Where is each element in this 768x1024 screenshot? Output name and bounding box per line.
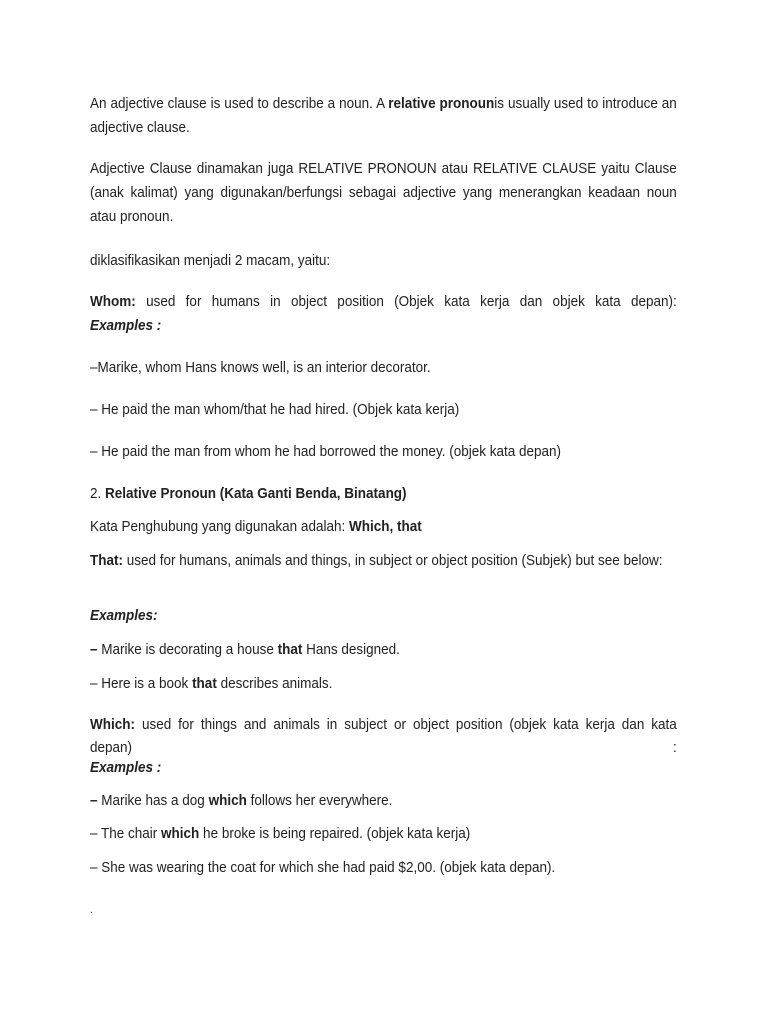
- whom-examples-label: Examples :: [90, 317, 162, 334]
- which-example-2: [90, 822, 677, 846]
- intro-text-2: is usually used to introduce an adjective clause.: [90, 95, 677, 136]
- whom-example-2-text: – He paid the man whom/that he had hired. (Objek kata kerja): [90, 401, 460, 418]
- whom-example-3-text: – He paid the man from whom he had borrowed the money. (objek kata depan): [90, 443, 562, 460]
- that-example-1-pre: Marike is decorating a house: [97, 641, 278, 658]
- which-example-1-bold: which: [208, 792, 247, 809]
- that-example-2-post: describes animals.: [216, 675, 333, 692]
- which-example-1-dash: –: [90, 792, 98, 809]
- that-example-2: [90, 672, 677, 696]
- that-example-2-bold: that: [192, 675, 217, 692]
- which-description-1: used for things and animals in subject or object position (objek kata kerja dan kata: [135, 716, 677, 733]
- which-colon: :: [673, 739, 677, 756]
- which-example-3: [90, 856, 677, 880]
- that-definition: [90, 549, 677, 573]
- which-definition-line-1: [90, 713, 677, 737]
- whom-example-2: [90, 398, 677, 422]
- which-example-2-pre: – The chair: [90, 825, 162, 842]
- intro-text-1: An adjective clause is used to describe a noun. A: [90, 95, 389, 112]
- that-examples-label: Examples:: [90, 607, 158, 624]
- that-example-1-post: Hans designed.: [302, 641, 400, 658]
- definition-text: Adjective Clause dinamakan juga RELATIVE PRONOUN atau RELATIVE CLAUSE yaitu Clause (anak kalimat) yang digunakan/berfungsi sebagai adjective yang menerangkan keadaan noun atau pronoun.: [90, 160, 677, 225]
- connector-text: Kata Penghubung yang digunakan adalah:: [90, 518, 349, 535]
- which-examples-label: Examples :: [90, 759, 162, 776]
- which-example-3-pre: – She was wearing the coat for which she had paid $2,00. (objek kata depan).: [90, 859, 556, 876]
- connector-bold: Which, that: [348, 518, 422, 535]
- definition-paragraph: [90, 157, 677, 229]
- which-example-1: [90, 789, 677, 813]
- which-example-2-bold: which: [161, 825, 200, 842]
- that-example-1-dash: –: [90, 641, 98, 658]
- classification-paragraph: [90, 249, 677, 273]
- whom-examples-label-line: [90, 314, 677, 338]
- intro-paragraph: [90, 92, 677, 140]
- which-term: Which:: [90, 716, 135, 733]
- that-term: That:: [90, 552, 124, 569]
- which-examples-label-line: [90, 756, 677, 780]
- trailing-dot-text: .: [90, 904, 93, 916]
- whom-description: used for humans in object position (Objek kata kerja dan objek kata depan):: [135, 293, 677, 310]
- which-example-1-post: follows her everywhere.: [246, 792, 393, 809]
- whom-example-1: [90, 356, 677, 380]
- which-example-2-post: he broke is being repaired. (objek kata kerja): [199, 825, 471, 842]
- whom-example-3: [90, 440, 677, 464]
- whom-definition: [90, 290, 677, 314]
- that-example-1-bold: that: [277, 641, 303, 658]
- intro-bold-term: relative pronoun: [388, 95, 495, 112]
- section-2-heading: [90, 482, 677, 506]
- whom-term: Whom:: [90, 293, 136, 310]
- which-example-1-pre: Marike has a dog: [97, 792, 209, 809]
- connector-line: [90, 515, 677, 539]
- that-description: used for humans, animals and things, in subject or object position (Subjek) but see below:: [123, 552, 663, 569]
- which-description-2: depan): [90, 739, 133, 756]
- section-2-number: 2.: [90, 485, 106, 502]
- section-2-title: Relative Pronoun (Kata Ganti Benda, Binatang): [105, 485, 407, 502]
- whom-example-1-text: –Marike, whom Hans knows well, is an interior decorator.: [90, 359, 431, 376]
- that-examples-label-line: [90, 604, 677, 628]
- that-example-2-pre: – Here is a book: [90, 675, 193, 692]
- trailing-dot: [90, 898, 677, 922]
- classification-text: diklasifikasikan menjadi 2 macam, yaitu:: [90, 252, 331, 269]
- that-example-1: [90, 638, 677, 662]
